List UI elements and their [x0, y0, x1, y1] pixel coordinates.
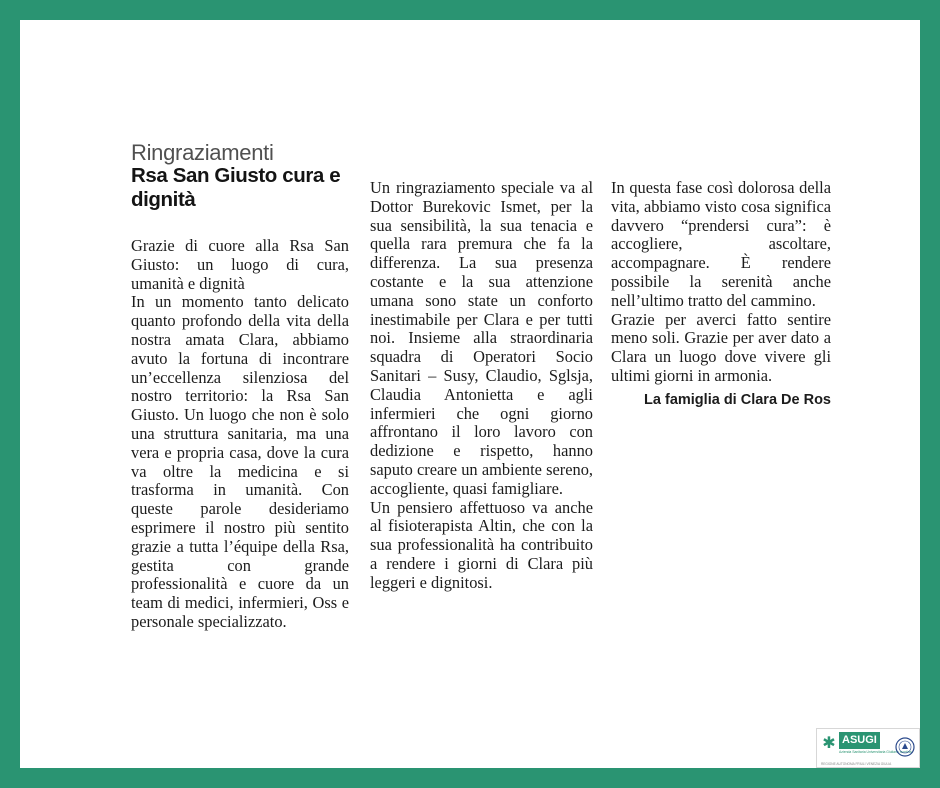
logo-region: REGIONE AUTONOMA FRIULI VENEZIA GIULIA: [821, 762, 892, 766]
paragraph-rsa: In un momento tanto delicato quanto profondo della vita della nostra amata Clara, abbiamo avuto la fortuna di incontrare un’eccellenza silenziosa del nostro territorio: la Rsa San Giusto. Un luogo che non è solo una struttura sanitaria, ma una vera e propria casa, dove la cura va oltre la medicina e si trasforma in umanità. Con queste parole desideriamo esprimere il nostro più sentito grazie a tutta l’équipe della Rsa, gestita con grande professionalità e cuore da un team di medici, infermieri, Oss e personale specializzato.: [131, 292, 349, 631]
logo-name: ASUGI: [839, 732, 880, 749]
paragraph-thanks: Grazie per averci fatto sentire meno soli. Grazie per aver dato a Clara un luogo dove vivere gli ultimi giorni in armonia.: [611, 309, 831, 385]
logo-subtitle: Azienda Sanitaria Universitaria Giuliano Isontina: [839, 750, 912, 754]
paragraph-physio: Un pensiero affettuoso va anche al fisioterapista Altin, che con la sua professionalità ha contribuito a rendere i giorni di Clara più leggeri e dignitosi.: [370, 497, 593, 592]
paragraph-care: In questa fase così dolorosa della vita, abbiamo visto cosa significa davvero “prendersi cura”: è accogliere, ascoltare, accompagnare. È rendere possibile la serenità anche nell’ultimo tratto del cammino.: [611, 178, 831, 310]
column-1: [131, 237, 349, 650]
star-icon: ✱: [822, 733, 836, 752]
column-3: [611, 179, 831, 386]
article-headline: Rsa San Giusto cura e dignità: [131, 164, 341, 211]
signature: La famiglia di Clara De Ros: [644, 392, 831, 408]
paragraph-doctor: Un ringraziamento speciale va al Dottor Burekovic Ismet, per la sua sensibilità, la sua tenacia e quella rara premura che fa la differenza. La sua presenza costante e la sua attenzione umana sono state un conforto inestimabile per Clara e per tutti noi. Insieme alla straordinaria squadra di Operatori Socio Sanitari – Susy, Claudio, Sglsja, Claudia Antonietta e agli infermieri che ogni giorno affrontano il loro lavoro con dedizione e rispetto, hanno saputo creare un ambiente sereno, accogliente, quasi famigliare.: [370, 178, 593, 498]
seal-icon: [895, 737, 915, 757]
paragraph-lead: Grazie di cuore alla Rsa San Giusto: un luogo di cura, umanità e dignità: [131, 236, 349, 293]
asugi-logo: [816, 728, 920, 768]
column-2: [370, 179, 593, 593]
article-kicker: Ringraziamenti: [131, 140, 274, 165]
